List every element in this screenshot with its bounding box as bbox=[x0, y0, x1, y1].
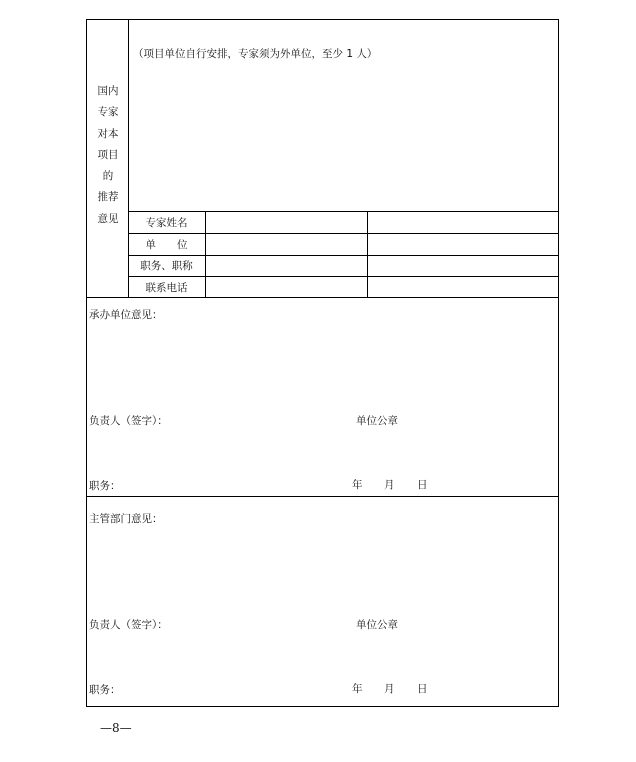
expert-name-field-2[interactable] bbox=[368, 212, 558, 233]
side-label-line: 项目 bbox=[97, 148, 119, 161]
supervising-dept-opinion-area[interactable] bbox=[90, 530, 554, 610]
expert-unit-field-1[interactable] bbox=[206, 234, 367, 255]
expert-phone-field-1[interactable] bbox=[206, 277, 367, 297]
side-label-line: 的 bbox=[102, 170, 114, 183]
supervising-date-month: 月 bbox=[384, 683, 395, 695]
expert-unit-field-2[interactable] bbox=[368, 234, 558, 255]
side-label-line: 国内 bbox=[97, 85, 119, 97]
undertaking-seal-label: 单位公章 bbox=[356, 415, 398, 427]
expert-name-field-1[interactable] bbox=[206, 212, 367, 233]
supervising-seal-label: 单位公章 bbox=[356, 619, 398, 631]
table-left-border bbox=[86, 19, 87, 707]
supervising-position-label: 职务： bbox=[89, 684, 121, 696]
expert-title-field-1[interactable] bbox=[206, 256, 367, 276]
table-right-border bbox=[558, 19, 559, 707]
expert-name-label: 专家姓名 bbox=[145, 217, 188, 229]
side-label-line: 意见 bbox=[97, 212, 119, 225]
page-number: —8— bbox=[100, 721, 132, 735]
expert-phone-label: 联系电话 bbox=[145, 282, 188, 294]
side-label-line: 专家 bbox=[97, 106, 119, 119]
table-top-border bbox=[86, 19, 559, 20]
section-divider-2 bbox=[86, 496, 559, 497]
expert-instruction: （项目单位自行安排，专家须为外单位，至少 1 人） bbox=[133, 48, 378, 60]
supervising-date-day: 日 bbox=[417, 683, 428, 695]
expert-section-side-label bbox=[88, 86, 128, 235]
undertaking-position-label: 职务： bbox=[89, 480, 121, 492]
undertaking-signer-label: 负责人（签字）： bbox=[89, 415, 168, 427]
supervising-date-year: 年 bbox=[352, 683, 363, 695]
supervising-dept-heading: 主管部门意见： bbox=[89, 513, 163, 525]
expert-title-field-2[interactable] bbox=[368, 256, 558, 276]
expert-title-label: 职务、职称 bbox=[140, 260, 193, 272]
section-divider-1 bbox=[86, 297, 559, 298]
undertaking-date-day: 日 bbox=[417, 479, 428, 491]
side-label-line: 对本 bbox=[97, 127, 119, 140]
undertaking-date-year: 年 bbox=[352, 479, 363, 491]
supervising-signer-label: 负责人（签字）： bbox=[89, 619, 168, 631]
expert-unit-label: 单 位 bbox=[145, 239, 188, 251]
undertaking-unit-opinion-area[interactable] bbox=[90, 326, 554, 406]
expert-phone-field-2[interactable] bbox=[368, 277, 558, 297]
undertaking-unit-heading: 承办单位意见： bbox=[89, 309, 163, 321]
side-label-divider bbox=[128, 19, 129, 298]
table-bottom-border bbox=[86, 706, 559, 707]
side-label-line: 推荐 bbox=[97, 191, 119, 204]
undertaking-date-month: 月 bbox=[384, 479, 395, 491]
expert-opinion-area[interactable] bbox=[130, 66, 556, 209]
